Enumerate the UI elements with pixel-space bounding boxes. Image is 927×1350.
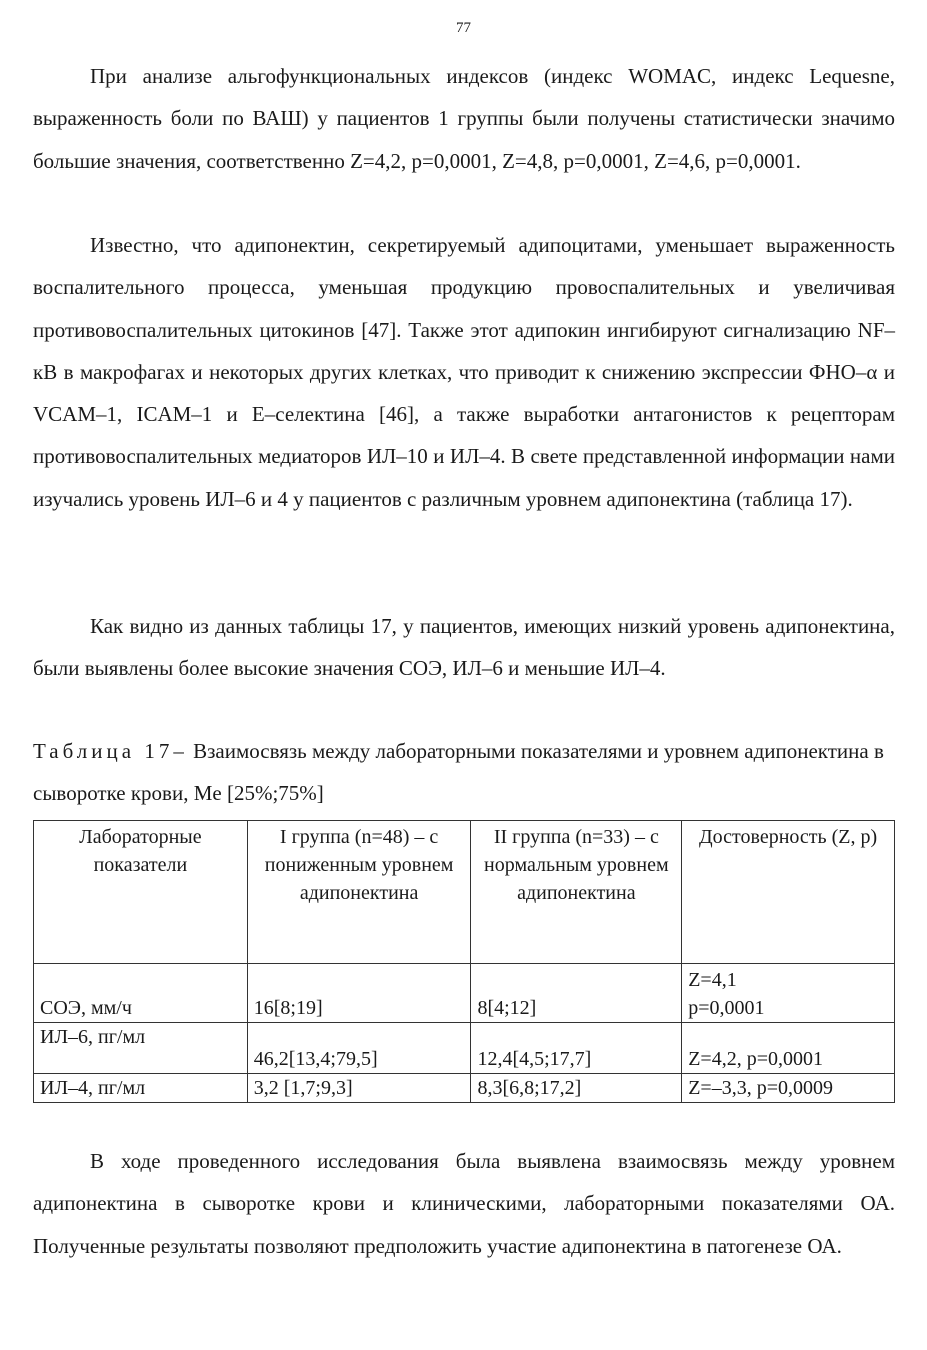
cell-indicator: ИЛ–4, пг/мл bbox=[34, 1074, 248, 1103]
cell-significance-p: p=0,0001 bbox=[688, 997, 765, 1019]
lab-indicators-table bbox=[33, 820, 895, 1103]
cell-significance: Z=–3,3, p=0,0009 bbox=[682, 1074, 895, 1103]
cell-group-2: 8,3[6,8;17,2] bbox=[471, 1074, 682, 1103]
page-number: 77 bbox=[456, 20, 471, 36]
table-row bbox=[34, 1023, 895, 1074]
cell-indicator: ИЛ–6, пг/мл bbox=[34, 1023, 248, 1074]
header-lab-indicators: Лабораторные показатели bbox=[34, 821, 248, 964]
cell-significance-z: Z=4,1 bbox=[688, 969, 737, 991]
table-header-row bbox=[34, 821, 895, 964]
table-caption-text: Взаимосвязь между лабораторными показателями и уровнем адипонектина в сыворотке крови, Me [25%;75%] bbox=[33, 739, 884, 806]
table-caption-label: Таблица 17– bbox=[33, 739, 188, 763]
cell-group-1: 16[8;19] bbox=[247, 964, 471, 1023]
paragraph-table-summary: Как видно из данных таблицы 17, у пациентов, имеющих низкий уровень адипонектина, были выявлены более высокие значения СОЭ, ИЛ–6 и меньшие ИЛ–4. bbox=[33, 614, 895, 681]
cell-indicator: СОЭ, мм/ч bbox=[34, 964, 248, 1023]
header-group-2: II группа (n=33) – с нормальным уровнем адипонектина bbox=[471, 821, 682, 964]
cell-group-2: 12,4[4,5;17,7] bbox=[471, 1023, 682, 1074]
table-row bbox=[34, 1074, 895, 1103]
cell-group-1: 3,2 [1,7;9,3] bbox=[247, 1074, 471, 1103]
paragraph-adiponectin-background: Известно, что адипонектин, секретируемый адипоцитами, уменьшает выраженность воспалительного процесса, уменьшая продукцию провоспалительных и увеличивая противовоспалительных цитокинов [47]. Также этот адипокин ингибируют сигнализацию NF–кB в макрофагах и некоторых других клетках, что приводит к снижению экспрессии ФНО–α и VCAM–1, ICAM–1 и E–селектина [46], а также выработки антагонистов к рецепторам противовоспалительных медиаторов ИЛ–10 и ИЛ–4. В свете представленной информации нами изучались уровень ИЛ–6 и 4 у пациентов с различным уровнем адипонектина (таблица 17). bbox=[33, 233, 895, 511]
paragraph-conclusion: В ходе проведенного исследования была выявлена взаимосвязь между уровнем адипонектина в сыворотке крови и клиническими, лабораторными показателями ОА. Полученные результаты позволяют предположить участие адипонектина в патогенезе ОА. bbox=[33, 1149, 895, 1258]
table-row bbox=[34, 964, 895, 1023]
header-significance: Достоверность (Z, p) bbox=[682, 821, 895, 964]
cell-significance: Z=4,2, p=0,0001 bbox=[682, 1023, 895, 1074]
cell-group-2: 8[4;12] bbox=[471, 964, 682, 1023]
paragraph-algofunctional-indices: При анализе альгофункциональных индексов (индекс WOMAC, индекс Lequesne, выраженность боли по ВАШ) у пациентов 1 группы были получены статистически значимо большие значения, соответственно Z=4,2, p=0,0001, Z=4,8, p=0,0001, Z=4,6, p=0,0001. bbox=[33, 64, 895, 173]
table-caption bbox=[33, 730, 895, 815]
header-group-1: I группа (n=48) – с пониженным уровнем адипонектина bbox=[247, 821, 471, 964]
cell-group-1: 46,2[13,4;79,5] bbox=[247, 1023, 471, 1074]
cell-significance bbox=[682, 964, 895, 1023]
